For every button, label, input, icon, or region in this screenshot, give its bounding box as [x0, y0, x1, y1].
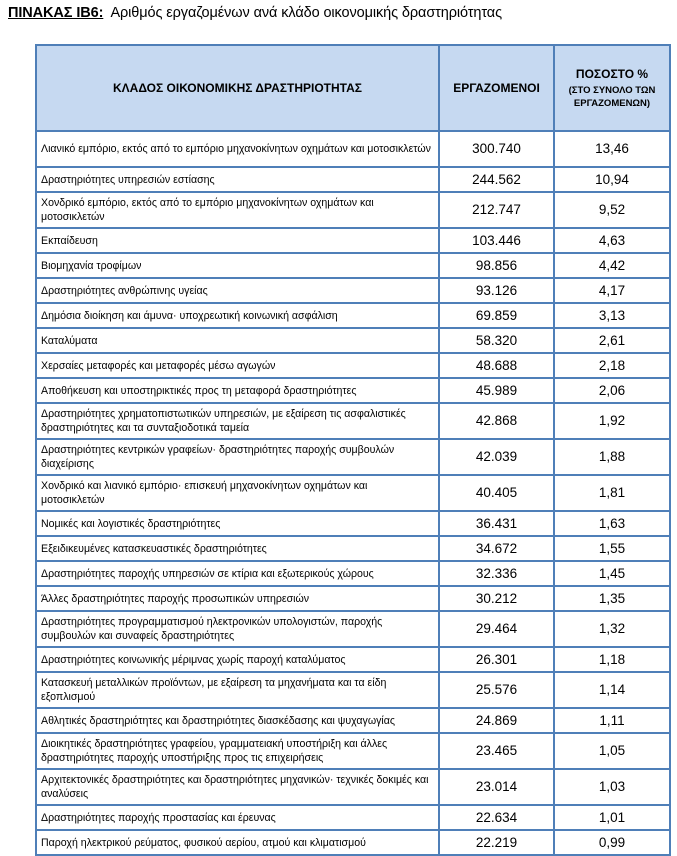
table-row: [36, 769, 670, 805]
table-row: [36, 167, 670, 192]
sector-cell: Άλλες δραστηριότητες παροχής προσωπικών υπηρεσιών: [36, 586, 439, 611]
table-row: [36, 403, 670, 439]
sector-cell: Δημόσια διοίκηση και άμυνα· υποχρεωτική κοινωνική ασφάλιση: [36, 303, 439, 328]
percent-cell: 1,81: [554, 475, 670, 511]
percent-cell: 2,06: [554, 378, 670, 403]
employees-cell: 69.859: [439, 303, 554, 328]
employees-cell: 29.464: [439, 611, 554, 647]
employees-cell: 48.688: [439, 353, 554, 378]
employees-cell: 45.989: [439, 378, 554, 403]
sector-cell: Παροχή ηλεκτρικού ρεύματος, φυσικού αερίου, ατμού και κλιματισμού: [36, 830, 439, 855]
percent-cell: 13,46: [554, 131, 670, 167]
percent-cell: 0,99: [554, 830, 670, 855]
percent-cell: 9,52: [554, 192, 670, 228]
employees-cell: 32.336: [439, 561, 554, 586]
employees-cell: 22.634: [439, 805, 554, 830]
percent-cell: 1,55: [554, 536, 670, 561]
employment-table-container: [35, 44, 669, 856]
percent-cell: 1,92: [554, 403, 670, 439]
table-row: [36, 131, 670, 167]
sector-cell: Νομικές και λογιστικές δραστηριότητες: [36, 511, 439, 536]
employees-cell: 40.405: [439, 475, 554, 511]
employees-cell: 103.446: [439, 228, 554, 253]
table-row: [36, 586, 670, 611]
sector-cell: Αρχιτεκτονικές δραστηριότητες και δραστηριότητες μηχανικών· τεχνικές δοκιμές και αναλύσεις: [36, 769, 439, 805]
table-row: [36, 511, 670, 536]
employees-cell: 25.576: [439, 672, 554, 708]
header-percent-main: ΠΟΣΟΣΤΟ %: [575, 67, 649, 81]
percent-cell: 1,14: [554, 672, 670, 708]
table-row: [36, 830, 670, 855]
sector-cell: Αποθήκευση και υποστηρικτικές προς τη μεταφορά δραστηριότητες: [36, 378, 439, 403]
sector-cell: Δραστηριότητες υπηρεσιών εστίασης: [36, 167, 439, 192]
employees-cell: 93.126: [439, 278, 554, 303]
sector-cell: Αθλητικές δραστηριότητες και δραστηριότητες διασκέδασης και ψυχαγωγίας: [36, 708, 439, 733]
header-sector: ΚΛΑΔΟΣ ΟΙΚΟΝΟΜΙΚΗΣ ΔΡΑΣΤΗΡΙΟΤΗΤΑΣ: [36, 45, 439, 131]
percent-cell: 1,11: [554, 708, 670, 733]
sector-cell: Χονδρικό και λιανικό εμπόριο· επισκευή μηχανοκίνητων οχημάτων και μοτοσικλετών: [36, 475, 439, 511]
header-employees: ΕΡΓΑΖΟΜΕΝΟΙ: [439, 45, 554, 131]
percent-cell: 1,18: [554, 647, 670, 672]
employees-cell: 58.320: [439, 328, 554, 353]
employees-cell: 24.869: [439, 708, 554, 733]
table-row: [36, 475, 670, 511]
percent-cell: 1,01: [554, 805, 670, 830]
employees-cell: 212.747: [439, 192, 554, 228]
percent-cell: 1,45: [554, 561, 670, 586]
sector-cell: Χονδρικό εμπόριο, εκτός από το εμπόριο μηχανοκίνητων οχημάτων και μοτοσικλετών: [36, 192, 439, 228]
employees-cell: 98.856: [439, 253, 554, 278]
sector-cell: Εκπαίδευση: [36, 228, 439, 253]
table-row: [36, 561, 670, 586]
table-row: [36, 378, 670, 403]
table-row: [36, 647, 670, 672]
table-caption: [8, 5, 502, 21]
percent-cell: 3,13: [554, 303, 670, 328]
table-header-row: [36, 45, 670, 131]
employees-cell: 26.301: [439, 647, 554, 672]
sector-cell: Δραστηριότητες κοινωνικής μέριμνας χωρίς παροχή καταλύματος: [36, 647, 439, 672]
sector-cell: Δραστηριότητες παροχής προστασίας και έρευνας: [36, 805, 439, 830]
percent-cell: 4,42: [554, 253, 670, 278]
employees-cell: 30.212: [439, 586, 554, 611]
sector-cell: Βιομηχανία τροφίμων: [36, 253, 439, 278]
table-row: [36, 278, 670, 303]
table-row: [36, 733, 670, 769]
table-row: [36, 536, 670, 561]
table-row: [36, 303, 670, 328]
table-row: [36, 253, 670, 278]
table-row: [36, 708, 670, 733]
sector-cell: Κατασκευή μεταλλικών προϊόντων, με εξαίρεση τα μηχανήματα και τα είδη εξοπλισμού: [36, 672, 439, 708]
table-row: [36, 328, 670, 353]
table-row: [36, 192, 670, 228]
percent-cell: 10,94: [554, 167, 670, 192]
percent-cell: 1,32: [554, 611, 670, 647]
employees-cell: 42.868: [439, 403, 554, 439]
percent-cell: 1,63: [554, 511, 670, 536]
percent-cell: 1,03: [554, 769, 670, 805]
table-title: Αριθμός εργαζομένων ανά κλάδο οικονομικής δραστηριότητας: [110, 5, 502, 21]
table-row: [36, 439, 670, 475]
employees-cell: 23.014: [439, 769, 554, 805]
table-row: [36, 228, 670, 253]
percent-cell: 4,63: [554, 228, 670, 253]
table-row: [36, 672, 670, 708]
sector-cell: Δραστηριότητες προγραμματισμού ηλεκτρονικών υπολογιστών, παροχής συμβουλών και συναφείς δραστηριότητες: [36, 611, 439, 647]
header-percent: [554, 45, 670, 131]
employment-by-sector-table: [35, 44, 671, 856]
table-row: [36, 353, 670, 378]
sector-cell: Χερσαίες μεταφορές και μεταφορές μέσω αγωγών: [36, 353, 439, 378]
percent-cell: 1,88: [554, 439, 670, 475]
percent-cell: 1,35: [554, 586, 670, 611]
employees-cell: 300.740: [439, 131, 554, 167]
sector-cell: Δραστηριότητες κεντρικών γραφείων· δραστηριότητες παροχής συμβουλών διαχείρισης: [36, 439, 439, 475]
sector-cell: Δραστηριότητες χρηματοπιστωτικών υπηρεσιών, με εξαίρεση τις ασφαλιστικές δραστηριότητες και τα συνταξιοδοτικά ταμεία: [36, 403, 439, 439]
header-percent-sub: (ΣΤΟ ΣΥΝΟΛΟ ΤΩΝ ΕΡΓΑΖΟΜΕΝΩΝ): [568, 85, 656, 109]
table-row: [36, 805, 670, 830]
percent-cell: 1,05: [554, 733, 670, 769]
table-body: [36, 131, 670, 855]
sector-cell: Δραστηριότητες ανθρώπινης υγείας: [36, 278, 439, 303]
table-number-label: ΠΙΝΑΚΑΣ ΙΒ6:: [8, 5, 104, 21]
table-row: [36, 611, 670, 647]
sector-cell: Λιανικό εμπόριο, εκτός από το εμπόριο μηχανοκίνητων οχημάτων και μοτοσικλετών: [36, 131, 439, 167]
employees-cell: 34.672: [439, 536, 554, 561]
sector-cell: Διοικητικές δραστηριότητες γραφείου, γραμματειακή υποστήριξη και άλλες δραστηριότητες παροχής υποστήριξης προς τις επιχειρήσεις: [36, 733, 439, 769]
employees-cell: 244.562: [439, 167, 554, 192]
employees-cell: 23.465: [439, 733, 554, 769]
percent-cell: 2,61: [554, 328, 670, 353]
percent-cell: 2,18: [554, 353, 670, 378]
sector-cell: Εξειδικευμένες κατασκευαστικές δραστηριότητες: [36, 536, 439, 561]
sector-cell: Καταλύματα: [36, 328, 439, 353]
employees-cell: 36.431: [439, 511, 554, 536]
sector-cell: Δραστηριότητες παροχής υπηρεσιών σε κτίρια και εξωτερικούς χώρους: [36, 561, 439, 586]
employees-cell: 42.039: [439, 439, 554, 475]
percent-cell: 4,17: [554, 278, 670, 303]
employees-cell: 22.219: [439, 830, 554, 855]
